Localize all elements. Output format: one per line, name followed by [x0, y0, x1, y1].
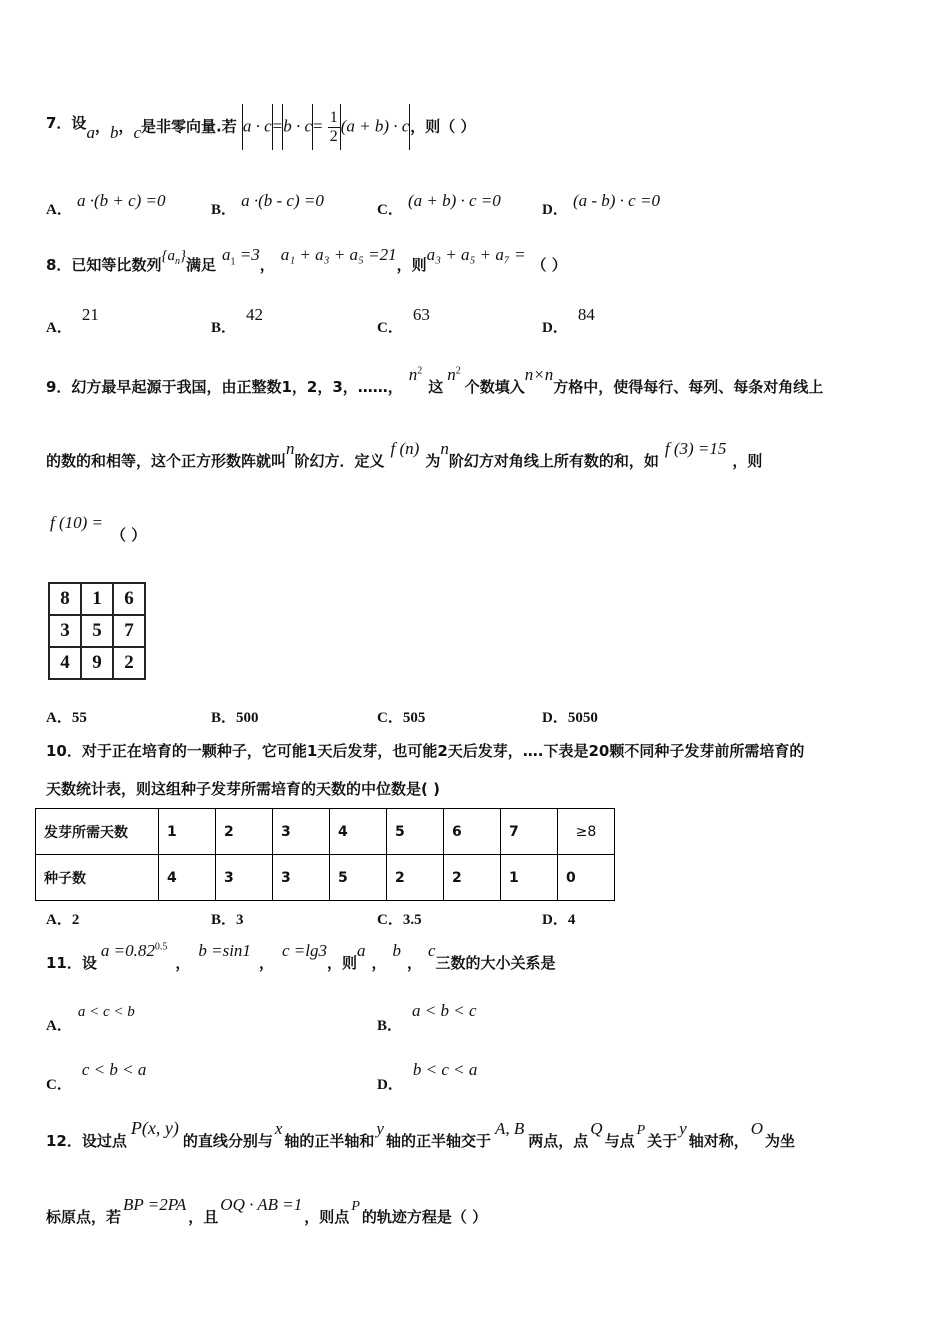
- q11-text-2: ，则: [326, 954, 357, 972]
- q7-expr-mid: b · c: [283, 116, 312, 136]
- q9-text-1c: 个数填入: [464, 378, 525, 396]
- table-cell: 2: [387, 855, 444, 901]
- table-cell: 2: [216, 809, 273, 855]
- option-expr: a ·(b - c) =0: [241, 191, 324, 210]
- q9-exp: 2: [455, 365, 461, 377]
- magic-row: [49, 615, 145, 647]
- table-cell: 3: [273, 855, 330, 901]
- q10-option-c[interactable]: [377, 908, 422, 929]
- q9-n: n: [440, 439, 449, 458]
- magic-cell: 8: [49, 583, 81, 615]
- q9-text-1d: 方格中，使得每行、每列、每条对角线上: [553, 378, 824, 396]
- q9-text-2a: 的数的和相等，这个正方形数阵就叫: [46, 452, 287, 470]
- option-value: 2: [71, 912, 80, 928]
- q7-stem: [46, 104, 476, 158]
- option-label: A．: [46, 1018, 72, 1034]
- q9-option-b[interactable]: [211, 706, 259, 727]
- q9-n: n: [286, 439, 295, 458]
- q9-n: n: [408, 365, 418, 384]
- option-label: C．: [377, 710, 403, 726]
- q12-cond-2: OQ · AB =1: [220, 1195, 303, 1214]
- q12-point-p: P(x, y): [130, 1118, 179, 1138]
- q7-comma-1: ，: [94, 117, 110, 136]
- q8-seq: [161, 248, 186, 267]
- q9-line-2: [46, 438, 763, 470]
- q9-nxn: n×n: [524, 365, 554, 384]
- option-label: C．: [377, 202, 403, 218]
- option-value: 84: [577, 305, 595, 324]
- q7-text-2: ，则（ ）: [410, 117, 476, 136]
- q11-a-base: a =0.82: [100, 941, 155, 960]
- q9-n-squared-2: [447, 365, 461, 384]
- q9-option-a[interactable]: [46, 706, 87, 727]
- q7-number: 7．设: [46, 113, 87, 132]
- table-cell: 6: [444, 809, 501, 855]
- option-expr: a ·(b + c) =0: [76, 191, 166, 210]
- q9-text-2e: ，则: [732, 452, 763, 470]
- option-label: A．: [46, 710, 72, 726]
- q7-comma-2: ，: [118, 117, 134, 136]
- q8-sep: ，: [259, 256, 275, 274]
- q9-fn: f (n): [390, 439, 420, 458]
- q7-text-1: 是非零向量.若: [141, 117, 237, 136]
- q11-a-def: [101, 941, 167, 960]
- table-row: [36, 809, 615, 855]
- option-expr: a < c < b: [77, 1004, 135, 1020]
- option-label: D．: [542, 710, 568, 726]
- option-label: B．: [211, 320, 237, 336]
- option-value: 55: [71, 710, 87, 726]
- option-value: 505: [402, 710, 426, 726]
- q8-text-3: ，则: [396, 256, 427, 274]
- q12-text-8: 轴对称，: [688, 1132, 749, 1150]
- table-cell: 3: [273, 809, 330, 855]
- q7-option-a[interactable]: [46, 190, 166, 218]
- q8-cond-1-val: =3: [235, 245, 260, 264]
- q12-line-1: [46, 1118, 796, 1150]
- option-expr: c < b < a: [81, 1060, 147, 1079]
- q7-var-a: a: [86, 122, 95, 142]
- q8-option-a[interactable]: [46, 304, 99, 336]
- q12-o: O: [750, 1119, 763, 1138]
- q8-cond-1: [221, 245, 260, 268]
- table-header: 种子数: [36, 855, 159, 901]
- q10-line-1: 10．对于正在培育的一颗种子，它可能1天后发芽，也可能2天后发芽，….下表是20颗不同种子发芽前所需培育的: [46, 742, 805, 760]
- q7-var-b: b: [109, 122, 119, 142]
- option-value: 3: [236, 912, 244, 928]
- option-value: 4: [567, 912, 576, 928]
- q9-n: n: [447, 365, 456, 384]
- option-label: B．: [377, 1018, 403, 1034]
- q7-var-c: c: [133, 122, 142, 142]
- q7-eq-2: =: [313, 116, 323, 136]
- q7-fraction: [328, 109, 340, 146]
- option-label: C．: [377, 320, 403, 336]
- magic-cell: 9: [81, 647, 113, 679]
- q11-option-d[interactable]: [377, 1059, 478, 1093]
- option-value: 21: [81, 305, 99, 324]
- magic-cell: 3: [49, 615, 81, 647]
- q12-text-2c: ，则点: [304, 1208, 350, 1226]
- q9-f10: f (10) =: [50, 513, 104, 532]
- table-cell: 3: [216, 855, 273, 901]
- q12-ab: A, B: [494, 1119, 525, 1138]
- q12-y: y: [679, 1119, 687, 1138]
- option-label: D．: [542, 320, 568, 336]
- q9-text-1b: 这: [428, 378, 444, 396]
- q12-text-4: 轴的正半轴交于: [385, 1132, 491, 1150]
- q10-option-d[interactable]: [542, 908, 575, 929]
- q8-seq-close: }: [179, 248, 186, 264]
- option-label: A．: [46, 912, 72, 928]
- table-row: [36, 855, 615, 901]
- q12-text-3: 轴的正半轴和: [284, 1132, 375, 1150]
- q12-text-2a: 标原点，若: [46, 1208, 122, 1226]
- q9-option-d[interactable]: [542, 706, 598, 727]
- q11-text-3: 三数的大小关系是: [435, 954, 556, 972]
- option-label: A．: [46, 320, 72, 336]
- q9-text-2d: 阶幻方对角线上所有数的和，如: [448, 452, 659, 470]
- q10-option-b[interactable]: [211, 908, 244, 929]
- q8-cond-1-var: a: [221, 245, 231, 264]
- q12-line-2: [46, 1194, 488, 1226]
- table-cell: 2: [444, 855, 501, 901]
- q8-option-c[interactable]: [377, 304, 430, 336]
- q12-p: P: [351, 1199, 360, 1214]
- q11-option-a[interactable]: [46, 1000, 135, 1034]
- option-value: 63: [412, 305, 430, 324]
- q12-text-7: 关于: [647, 1132, 678, 1150]
- option-label: D．: [542, 912, 568, 928]
- q7-option-d[interactable]: [542, 190, 660, 218]
- q8-paren: （ ）: [531, 256, 567, 274]
- q8-seq-open: {a: [161, 248, 175, 264]
- magic-cell: 4: [49, 647, 81, 679]
- table-cell: 4: [159, 855, 216, 901]
- magic-cell: 6: [113, 583, 145, 615]
- q11-option-c[interactable]: [46, 1059, 147, 1093]
- q11-text-1: 11．设: [46, 954, 97, 972]
- q11-b-def: b =sin1: [198, 941, 251, 960]
- magic-square: [48, 582, 146, 680]
- table-cell: ≥8: [558, 809, 615, 855]
- q9-text-2b: 阶幻方．定义: [294, 452, 385, 470]
- option-expr: a < b < c: [412, 1001, 477, 1020]
- q8-cond-1-sub: 1: [230, 256, 236, 268]
- q12-text-2: 的直线分别与: [182, 1132, 273, 1150]
- q10-line-2: 天数统计表，则这组种子发芽所需培育的天数的中位数是( ): [46, 780, 440, 798]
- q12-text-5: 两点，点: [528, 1132, 589, 1150]
- q7-frac-num: 1: [329, 108, 338, 126]
- q11-var-c: c: [428, 941, 436, 960]
- q11-sep: ，: [406, 954, 422, 972]
- q9-text-2c: 为: [425, 452, 441, 470]
- q9-text-1a: 9．幻方最早起源于我国，由正整数1，2，3，……，: [46, 378, 403, 396]
- germination-table: [35, 808, 615, 901]
- q11-sep: ，: [175, 954, 191, 972]
- option-label: B．: [211, 202, 237, 218]
- magic-row: [49, 583, 145, 615]
- magic-cell: 5: [81, 615, 113, 647]
- q9-line-3: [50, 512, 147, 544]
- table-header: 发芽所需天数: [36, 809, 159, 855]
- option-label: A．: [46, 202, 72, 218]
- option-label: D．: [377, 1077, 403, 1093]
- q11-a-exp: 0.5: [154, 941, 168, 953]
- table-cell: 5: [387, 809, 444, 855]
- q12-text-9: 为坐: [765, 1132, 796, 1150]
- option-value: 5050: [567, 710, 598, 726]
- magic-cell: 7: [113, 615, 145, 647]
- table-cell: 7: [501, 809, 558, 855]
- q8-cond-2: a₁ + a₃ + a₅ =21: [280, 245, 397, 264]
- q7-eq-1: =: [272, 116, 283, 136]
- option-value: 42: [246, 305, 264, 324]
- q10-option-a[interactable]: [46, 908, 79, 929]
- q11-option-b[interactable]: [377, 1000, 477, 1034]
- q9-line-1: [46, 364, 824, 396]
- q12-p: P: [636, 1123, 646, 1138]
- q12-y: y: [376, 1119, 384, 1138]
- q12-cond-1: BP =2PA: [123, 1195, 187, 1214]
- magic-cell: 2: [113, 647, 145, 679]
- option-label: C．: [46, 1077, 72, 1093]
- magic-row: [49, 647, 145, 679]
- table-cell: 1: [501, 855, 558, 901]
- q7-frac-den: 2: [329, 127, 338, 145]
- q12-text-2d: 的轨迹方程是（ ）: [361, 1208, 488, 1226]
- q7-expr-right: (a + b) · c: [340, 116, 410, 136]
- q7-expr-left: a · c: [242, 116, 272, 136]
- q12-q: Q: [590, 1119, 603, 1138]
- q8-option-d[interactable]: [542, 304, 595, 336]
- q9-paren: （ ）: [111, 526, 147, 544]
- q9-option-c[interactable]: [377, 706, 425, 727]
- option-label: B．: [211, 912, 237, 928]
- option-label: B．: [211, 710, 237, 726]
- option-value: 500: [236, 710, 259, 726]
- q12-x: x: [274, 1119, 283, 1138]
- option-expr: (a + b) · c =0: [407, 191, 501, 210]
- option-label: D．: [542, 202, 568, 218]
- q11-stem: [46, 940, 556, 972]
- q7-option-b[interactable]: [211, 190, 324, 218]
- q8-stem: [46, 244, 567, 274]
- q8-option-b[interactable]: [211, 304, 264, 336]
- magic-cell: 1: [81, 583, 113, 615]
- q12-text-6: 与点: [604, 1132, 635, 1150]
- q11-var-b: b: [392, 941, 401, 960]
- q11-sep: ，: [371, 954, 387, 972]
- q11-c-def: c =lg3: [281, 941, 327, 960]
- q8-seq-sub: n: [174, 256, 180, 267]
- q12-text-1: 12．设过点: [46, 1132, 127, 1150]
- table-cell: 4: [330, 809, 387, 855]
- table-cell: 5: [330, 855, 387, 901]
- q12-text-2b: ，且: [188, 1208, 219, 1226]
- q11-var-a: a: [356, 941, 366, 960]
- q7-option-c[interactable]: [377, 190, 501, 218]
- option-label: C．: [377, 912, 403, 928]
- q11-sep: ，: [258, 954, 274, 972]
- q8-ask: a₃ + a₅ + a₇ =: [426, 245, 526, 264]
- q8-text-1: 8．已知等比数列: [46, 256, 162, 274]
- option-expr: b < c < a: [412, 1060, 478, 1079]
- option-value: 3.5: [402, 912, 422, 928]
- q9-exp: 2: [417, 365, 423, 377]
- table-cell: 1: [159, 809, 216, 855]
- table-cell: 0: [558, 855, 615, 901]
- q8-text-2: 满足: [185, 256, 216, 274]
- option-expr: (a - b) · c =0: [572, 191, 660, 210]
- q9-f3: f (3) =15: [664, 439, 727, 458]
- q9-n-squared-1: [409, 365, 423, 384]
